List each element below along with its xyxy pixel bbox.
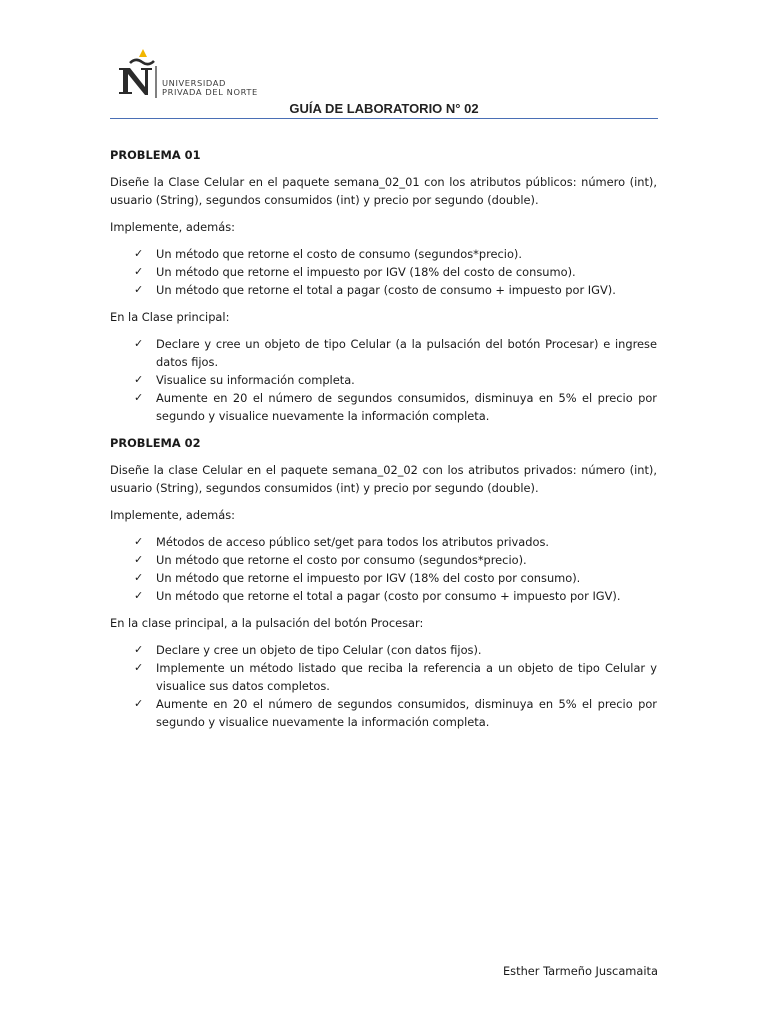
problem-2-intro: Diseñe la clase Celular en el paquete semana_02_02 con los atributos privados: número (int), usuario (String), segundos consumidos (int) y precio por segundo (double). xyxy=(110,463,657,495)
logo-line-2: PRIVADA DEL NORTE xyxy=(162,87,258,97)
logo-line-1: UNIVERSIDAD xyxy=(162,78,227,88)
list-item: ✓ Un método que retorne el impuesto por IGV (18% del costo por consumo). xyxy=(134,571,581,585)
list-item: ✓ Visualice su información completa. xyxy=(134,373,355,387)
list-item: ✓ Un método que retorne el costo de consumo (segundos*precio). xyxy=(134,247,523,261)
problem-1-main-list xyxy=(110,335,657,425)
problem-1-main-label: En la Clase principal: xyxy=(110,310,230,324)
problem-1-intro: Diseñe la Clase Celular en el paquete semana_02_01 con los atributos públicos: número (int), usuario (String), segundos consumidos (int) y precio por segundo (double). xyxy=(110,175,657,207)
check-icon: ✓ xyxy=(134,265,144,278)
check-icon: ✓ xyxy=(134,643,144,656)
list-item: ✓ Aumente en 20 el número de segundos consumidos, disminuya en 5% el precio por segundo y visualice nuevamente la información completa. xyxy=(134,391,657,423)
list-item: ✓ Un método que retorne el impuesto por IGV (18% del costo de consumo). xyxy=(134,265,576,279)
footer-author: Esther Tarmeño Juscamaita xyxy=(502,964,658,978)
check-icon: ✓ xyxy=(134,589,144,602)
check-icon: ✓ xyxy=(134,373,144,386)
list-item: ✓ Implemente un método listado que reciba la referencia a un objeto de tipo Celular y visualice sus datos completos. xyxy=(134,661,657,693)
document-body xyxy=(110,146,657,740)
problem-1-heading: PROBLEMA 01 xyxy=(110,148,201,162)
problem-1-implement-list xyxy=(110,245,657,299)
check-icon: ✓ xyxy=(134,553,144,566)
list-item: ✓ Aumente en 20 el número de segundos consumidos, disminuya en 5% el precio por segundo y visualice nuevamente la información completa. xyxy=(134,697,657,729)
problem-2-main-list xyxy=(110,641,657,731)
check-icon: ✓ xyxy=(134,661,144,674)
list-item: ✓ Un método que retorne el costo por consumo (segundos*precio). xyxy=(134,553,527,567)
list-item: ✓ Un método que retorne el total a pagar (costo de consumo + impuesto por IGV). xyxy=(134,283,616,297)
list-item: ✓ Un método que retorne el total a pagar (costo por consumo + impuesto por IGV). xyxy=(134,589,621,603)
check-icon: ✓ xyxy=(134,535,144,548)
check-icon: ✓ xyxy=(134,571,144,584)
header-rule xyxy=(110,118,658,119)
check-icon: ✓ xyxy=(134,283,144,296)
check-icon: ✓ xyxy=(134,337,144,350)
check-icon: ✓ xyxy=(134,697,144,710)
list-item: ✓ Declare y cree un objeto de tipo Celular (con datos fijos). xyxy=(134,643,482,657)
problem-1-implement-label: Implemente, además: xyxy=(110,220,235,234)
check-icon: ✓ xyxy=(134,391,144,404)
problem-2-implement-list xyxy=(110,533,657,605)
check-icon: ✓ xyxy=(134,247,144,260)
list-item: ✓ Métodos de acceso público set/get para todos los atributos privados. xyxy=(134,535,550,549)
problem-2-heading: PROBLEMA 02 xyxy=(110,436,201,450)
problem-2-main-label: En la clase principal, a la pulsación del botón Procesar: xyxy=(110,616,424,630)
document-title: GUÍA DE LABORATORIO N° 02 xyxy=(289,101,479,116)
problem-2-implement-label: Implemente, además: xyxy=(110,508,235,522)
logo-wordmark xyxy=(162,79,258,97)
list-item: ✓ Declare y cree un objeto de tipo Celular (a la pulsación del botón Procesar) e ingrese datos fijos. xyxy=(134,337,657,369)
